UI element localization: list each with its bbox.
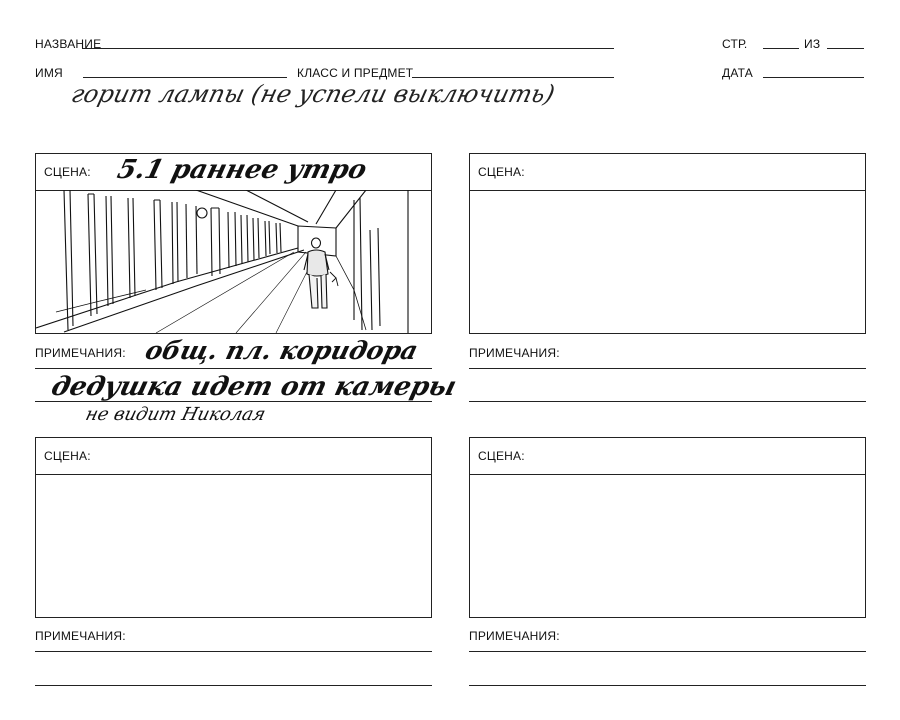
class-label: КЛАСС И ПРЕДМЕТ — [297, 66, 414, 80]
date-label: ДАТА — [722, 66, 753, 80]
name-label: ИМЯ — [35, 66, 63, 80]
panel-1-note-3: не видит Николая — [83, 404, 268, 425]
panel-4-notes-label: ПРИМЕЧАНИЯ: — [469, 629, 560, 643]
panel-3 — [35, 437, 432, 618]
page-total-field-line[interactable] — [827, 48, 864, 49]
panel-1-note-1: общ. пл. коридора — [142, 336, 421, 365]
panel-1-scene-text: 5.1 раннее утро — [114, 155, 370, 185]
panel-2-frame[interactable] — [470, 190, 865, 333]
page-label: СТР. — [722, 37, 748, 51]
title-label: НАЗВАНИЕ — [35, 37, 102, 51]
page-number-field-line[interactable] — [763, 48, 799, 49]
panel-3-frame[interactable] — [36, 474, 431, 617]
panel-1-note-2: дедушка идет от камеры — [48, 372, 460, 402]
of-label: ИЗ — [804, 37, 821, 51]
panel-4-notes-line-2[interactable] — [469, 685, 866, 686]
panel-3-header — [36, 438, 431, 475]
date-field-line[interactable] — [763, 77, 864, 78]
panel-2 — [469, 153, 866, 334]
panel-3-notes-line-1[interactable] — [35, 651, 432, 652]
panel-1-notes-line-1[interactable] — [35, 368, 432, 369]
panel-4 — [469, 437, 866, 618]
panel-4-notes-line-1[interactable] — [469, 651, 866, 652]
panel-1-notes-label: ПРИМЕЧАНИЯ: — [35, 346, 126, 360]
panel-3-notes-label: ПРИМЕЧАНИЯ: — [35, 629, 126, 643]
corridor-sketch — [36, 190, 431, 333]
title-field-line[interactable] — [82, 48, 614, 49]
panel-4-scene-label: СЦЕНА: — [478, 449, 525, 463]
panel-2-notes-line-2[interactable] — [469, 401, 866, 402]
panel-2-notes-label: ПРИМЕЧАНИЯ: — [469, 346, 560, 360]
handwritten-header-note: горит лампы (не успели выключить) — [68, 80, 558, 108]
panel-2-scene-label: СЦЕНА: — [478, 165, 525, 179]
panel-2-notes-line-1[interactable] — [469, 368, 866, 369]
panel-4-header — [470, 438, 865, 475]
panel-3-notes-line-2[interactable] — [35, 685, 432, 686]
panel-4-frame[interactable] — [470, 474, 865, 617]
name-field-line[interactable] — [83, 77, 287, 78]
panel-3-scene-label: СЦЕНА: — [44, 449, 91, 463]
panel-2-header — [470, 154, 865, 191]
class-field-line[interactable] — [412, 77, 614, 78]
panel-1-frame[interactable] — [36, 190, 431, 333]
panel-1-scene-label: СЦЕНА: — [44, 165, 91, 179]
